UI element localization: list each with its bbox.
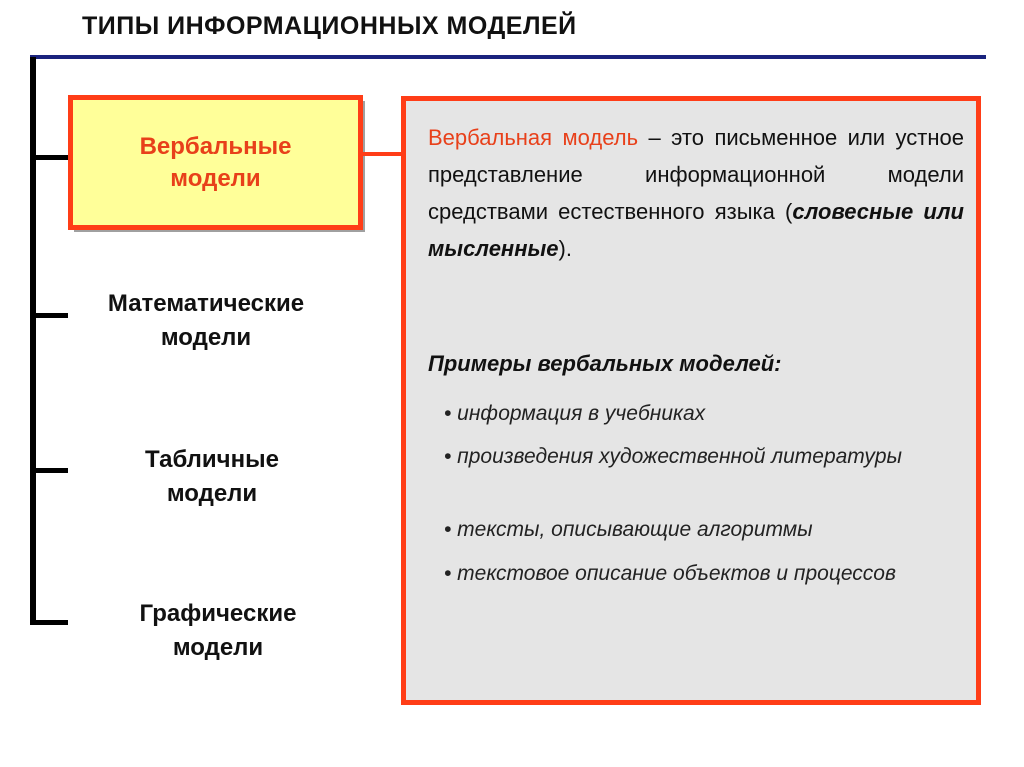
model-label-line1: Графические (139, 600, 297, 627)
model-item-math[interactable] (56, 287, 356, 355)
page-title: ТИПЫ ИНФОРМАЦИОННЫХ МОДЕЛЕЙ (82, 12, 577, 40)
model-label-line1: Табличные (145, 446, 279, 473)
model-label-line2: модели (170, 164, 261, 192)
example-item: • текстовое описание объектов и процессов (444, 562, 896, 585)
definition-lead: Вербальная модель (428, 125, 639, 150)
tree-trunk (30, 57, 36, 625)
connector-line (358, 152, 402, 156)
example-item: • тексты, описывающие алгоритмы (444, 518, 813, 541)
model-item-verbal[interactable] (68, 95, 363, 230)
branch-graphic (30, 620, 68, 625)
definition-text (428, 119, 964, 267)
definition-emphasis: словесные или мысленные (428, 199, 964, 261)
model-label-line2: модели (160, 324, 252, 351)
definition-text-1: – это письменное или устное представление информационной модели средствами естественного языка ( (428, 125, 965, 224)
model-label-line2: модели (166, 480, 258, 507)
branch-verbal (30, 155, 68, 160)
definition-text-2: ). (558, 236, 572, 261)
model-item-table[interactable] (62, 443, 362, 511)
model-item-graphic[interactable] (68, 597, 368, 665)
examples-title: Примеры вербальных моделей: (428, 351, 782, 376)
example-item: • информация в учебниках (444, 402, 706, 425)
description-panel (401, 96, 981, 705)
model-label-line2: модели (172, 634, 264, 661)
model-label-line1: Вербальные (139, 132, 292, 160)
model-label-line1: Математические (107, 290, 305, 317)
title-underline (30, 55, 986, 59)
example-item: • произведения художественной литературы (444, 445, 902, 468)
